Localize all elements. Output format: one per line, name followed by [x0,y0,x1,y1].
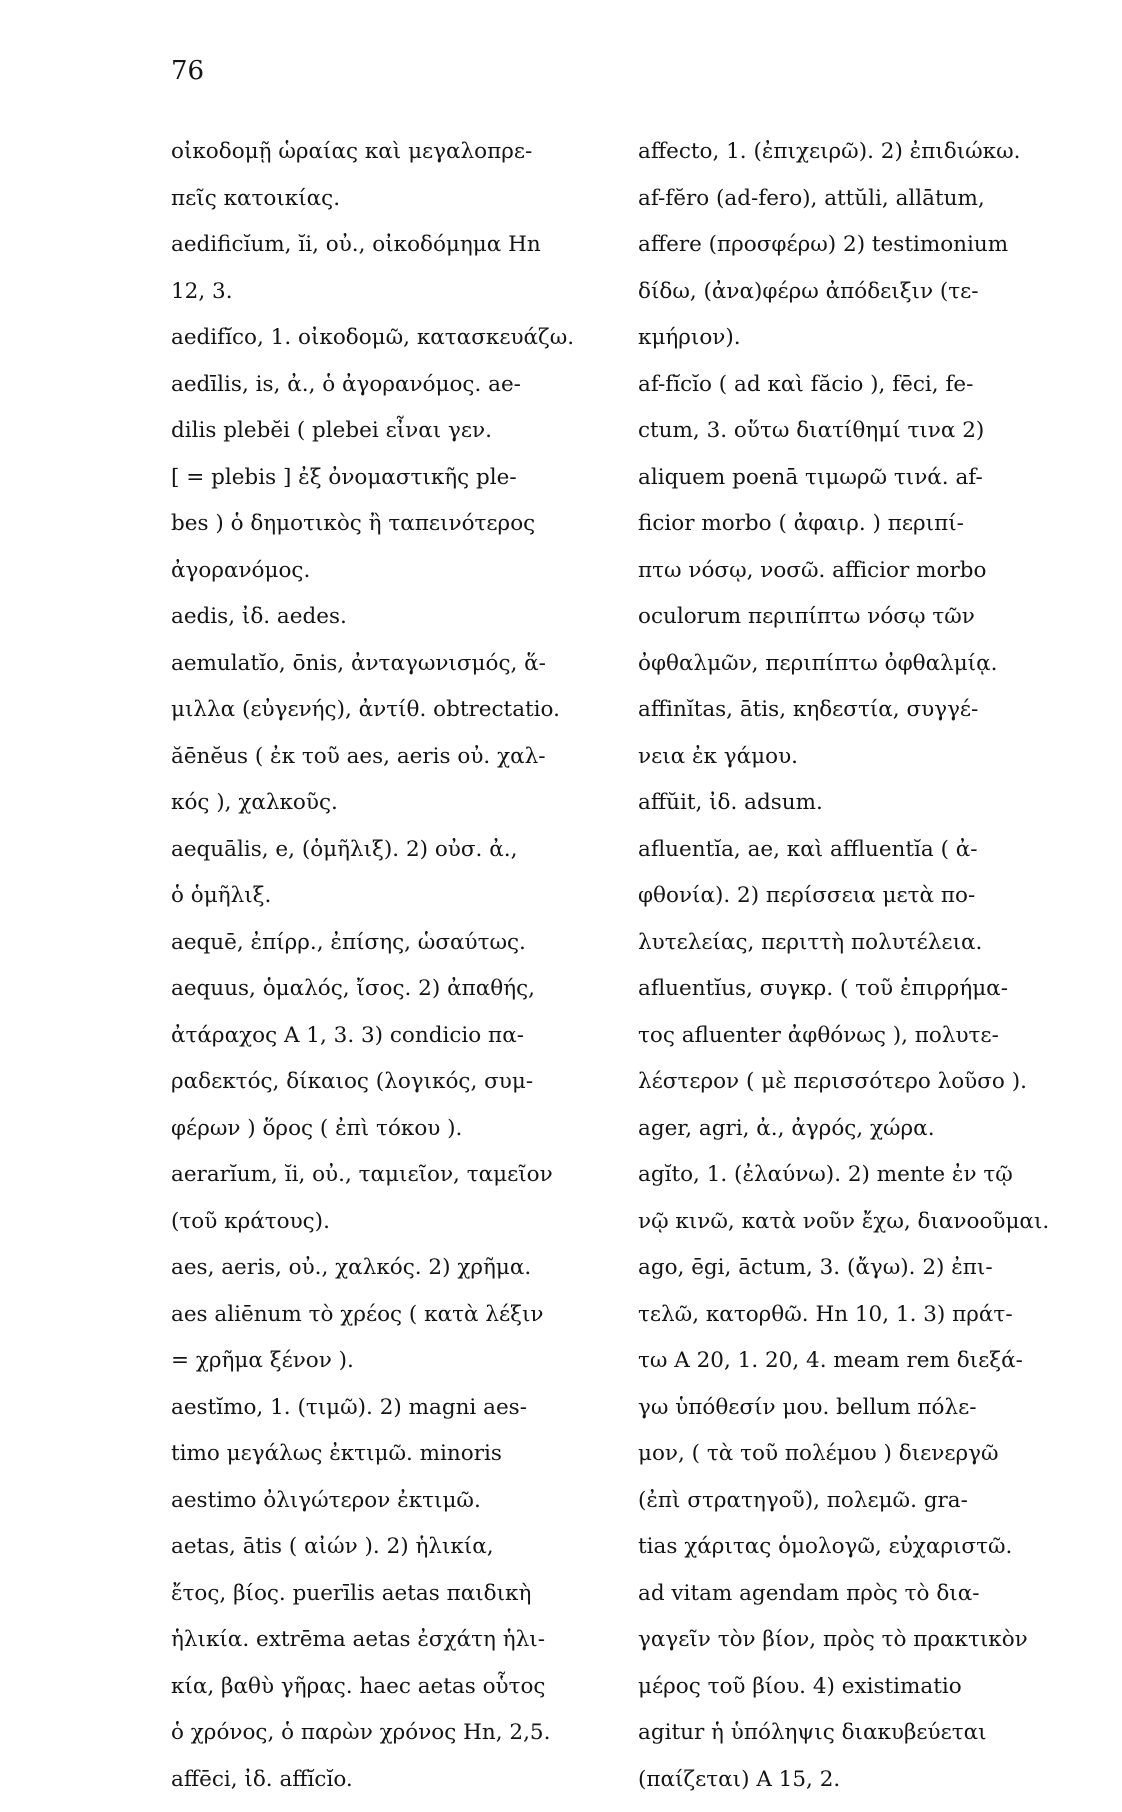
dictionary-line: πτω νόσῳ, νοσῶ. afficior morbo [638,557,1093,604]
left-column [171,138,609,1812]
dictionary-line: λυτελείας, περιττὴ πολυτέλεια. [638,929,1093,976]
dictionary-line: aes aliēnum τὸ χρέος ( κατὰ λέξιν [171,1301,609,1348]
dictionary-line: aemulatĭo, ōnis, ἀνταγωνισμός, ἅ- [171,650,609,697]
dictionary-line: γαγεῖν τὸν βίον, πρὸς τὸ πρακτικὸν [638,1626,1093,1673]
dictionary-line: κία, βαθὺ γῆρας. haec aetas οὗτος [171,1673,609,1720]
dictionary-line: τος afluenter ἀφθόνως ), πολυτε- [638,1022,1093,1069]
dictionary-line: (παίζεται) A 15, 2. [638,1766,1093,1812]
dictionary-line: ὁ ὁμῆλιξ. [171,882,609,929]
dictionary-line: aerarĭum, ĭi, οὐ., ταμιεῖον, ταμεῖον [171,1161,609,1208]
dictionary-line: ago, ēgi, āctum, 3. (ἄγω). 2) ἐπι- [638,1254,1093,1301]
dictionary-line: κμήριον). [638,324,1093,371]
dictionary-line: ἀτάραχος A 1, 3. 3) condicio πα- [171,1022,609,1069]
dictionary-line: ἡλικία. extrēma aetas ἐσχάτη ἡλι- [171,1626,609,1673]
dictionary-line: aequālis, e, (ὁμῆλιξ). 2) οὐσ. ἀ., [171,836,609,883]
dictionary-line: aequē, ἐπίρρ., ἐπίσης, ὡσαύτως. [171,929,609,976]
dictionary-line: aedificĭum, ĭi, οὐ., οἰκοδόμημα Hn [171,231,609,278]
right-column [638,138,1093,1812]
dictionary-line: 12, 3. [171,278,609,325]
dictionary-line: μέρος τοῦ βίου. 4) existimatio [638,1673,1093,1720]
dictionary-line: afluentĭus, συγκρ. ( τοῦ ἐπιρρήμα- [638,975,1093,1022]
dictionary-line: φέρων ) ὅρος ( ἐπὶ τόκου ). [171,1115,609,1162]
dictionary-line: aedifĭco, 1. οἰκοδομῶ, κατασκευάζω. [171,324,609,371]
dictionary-line: dilis plebĕi ( plebei εἶναι γεν. [171,417,609,464]
page-number: 76 [171,56,204,86]
dictionary-line: agitur ἡ ὑπόληψις διακυβεύεται [638,1719,1093,1766]
dictionary-line: aes, aeris, οὐ., χαλκός. 2) χρῆμα. [171,1254,609,1301]
dictionary-line: affere (προσφέρω) 2) testimonium [638,231,1093,278]
dictionary-line: γω ὑπόθεσίν μου. bellum πόλε- [638,1394,1093,1441]
dictionary-line: aetas, ātis ( αἰών ). 2) ἡλικία, [171,1533,609,1580]
dictionary-line: affŭit, ἰδ. adsum. [638,789,1093,836]
dictionary-line: κός ), χαλκοῦς. [171,789,609,836]
dictionary-line: (τοῦ κράτους). [171,1208,609,1255]
dictionary-line: aedīlis, is, ἀ., ὁ ἀγορανόμος. ae- [171,371,609,418]
dictionary-line: δίδω, (ἀνα)φέρω ἀπόδειξιν (τε- [638,278,1093,325]
dictionary-line: affecto, 1. (ἐπιχειρῶ). 2) ἐπιδιώκω. [638,138,1093,185]
dictionary-line: timo μεγάλως ἐκτιμῶ. minoris [171,1440,609,1487]
dictionary-line: ἀγορανόμος. [171,557,609,604]
dictionary-line: πεῖς κατοικίας. [171,185,609,232]
dictionary-line: aestimo ὀλιγώτερον ἐκτιμῶ. [171,1487,609,1534]
dictionary-line: agĭto, 1. (ἐλαύνω). 2) mente ἐν τῷ [638,1161,1093,1208]
dictionary-line: νεια ἐκ γάμου. [638,743,1093,790]
dictionary-line: afluentĭa, ae, καὶ affluentĭa ( ἀ- [638,836,1093,883]
dictionary-line: ραδεκτός, δίκαιος (λογικός, συμ- [171,1068,609,1115]
dictionary-line: (ἐπὶ στρατηγοῦ), πολεμῶ. gra- [638,1487,1093,1534]
dictionary-line: φθονία). 2) περίσσεια μετὰ πο- [638,882,1093,929]
dictionary-line: aestĭmo, 1. (τιμῶ). 2) magni aes- [171,1394,609,1441]
dictionary-line: aedis, ἰδ. aedes. [171,603,609,650]
dictionary-line: af-fĭcĭo ( ad καὶ făcio ), fēci, fe- [638,371,1093,418]
dictionary-line: aliquem poenā τιμωρῶ τινά. af- [638,464,1093,511]
dictionary-line: ad vitam agendam πρὸς τὸ δια- [638,1580,1093,1627]
dictionary-line: ὁ χρόνος, ὁ παρὼν χρόνος Hn, 2,5. [171,1719,609,1766]
dictionary-line: af-fĕro (ad-fero), attŭli, allātum, [638,185,1093,232]
dictionary-line: tias χάριτας ὁμολογῶ, εὐχαριστῶ. [638,1533,1093,1580]
dictionary-line: νῷ κινῶ, κατὰ νοῦν ἔχω, διανοοῦμαι. [638,1208,1093,1255]
dictionary-line: λέστερον ( μὲ περισσότερο λοῦσο ). [638,1068,1093,1115]
dictionary-line: bes ) ὁ δημοτικὸς ἢ ταπεινότερος [171,510,609,557]
dictionary-line: ficior morbo ( ἀφαιρ. ) περιπί- [638,510,1093,557]
dictionary-line: [ = plebis ] ἐξ ὀνομαστικῆς ple- [171,464,609,511]
dictionary-line: τελῶ, κατορθῶ. Hn 10, 1. 3) πράτ- [638,1301,1093,1348]
dictionary-line: οἰκοδομῇ ὡραίας καὶ μεγαλοπρε- [171,138,609,185]
dictionary-line: ὀφθαλμῶν, περιπίπτω ὀφθαλμίᾳ. [638,650,1093,697]
dictionary-line: ager, agri, ἀ., ἀγρός, χώρα. [638,1115,1093,1162]
dictionary-line: ctum, 3. οὕτω διατίθημί τινα 2) [638,417,1093,464]
dictionary-line: affinĭtas, ātis, κηδεστία, συγγέ- [638,696,1093,743]
dictionary-line: ἔτος, βίος. puerīlis aetas παιδικὴ [171,1580,609,1627]
dictionary-line: = χρῆμα ξένον ). [171,1347,609,1394]
dictionary-line: aequus, ὁμαλός, ἴσος. 2) ἀπαθής, [171,975,609,1022]
dictionary-line: μιλλα (εὐγενής), ἀντίθ. obtrectatio. [171,696,609,743]
dictionary-line: ăēnĕus ( ἐκ τοῦ aes, aeris οὐ. χαλ- [171,743,609,790]
dictionary-line: μον, ( τὰ τοῦ πολέμου ) διενεργῶ [638,1440,1093,1487]
dictionary-line: τω A 20, 1. 20, 4. meam rem διεξά- [638,1347,1093,1394]
dictionary-line: oculorum περιπίπτω νόσῳ τῶν [638,603,1093,650]
dictionary-line: affēci, ἰδ. affĭcĭo. [171,1766,609,1812]
